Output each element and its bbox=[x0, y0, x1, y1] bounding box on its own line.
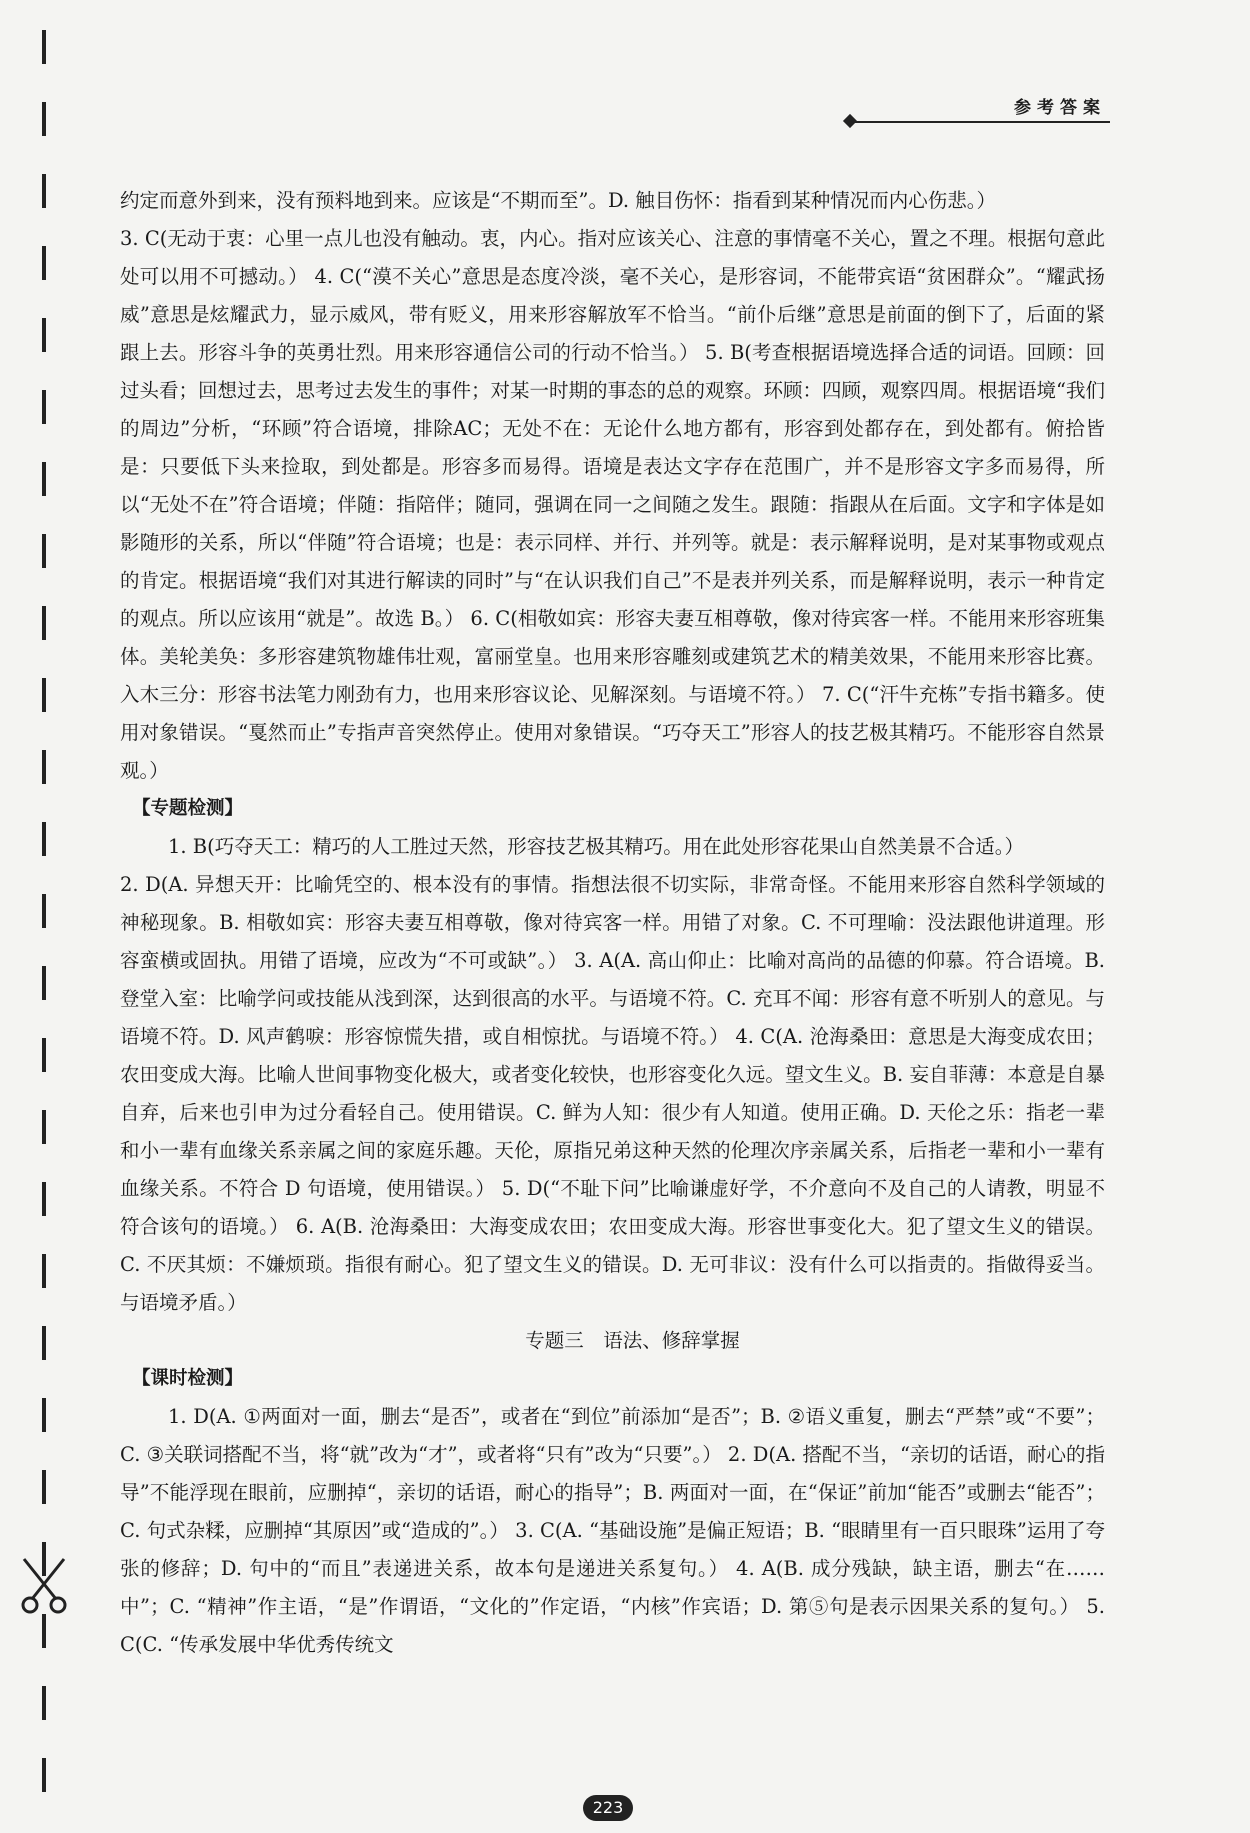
section-heading: 【专题检测】 bbox=[132, 798, 244, 819]
paragraph: 2. D(A. 异想天开：比喻凭空的、根本没有的事情。指想法很不切实际，非常奇怪。不能用来形容自然科学领域的神秘现象。B. 相敬如宾：形容夫妻互相尊敬，像对待宾客一样。用错了对象。C. 不可理喻：没法跟他讲道理。形容蛮横或固执。用错了语境，应改为“不可或缺”。） 3. A(A. 高山仰止：比喻对高尚的品德的仰慕。符合语境。B. 登堂入室：比喻学问或技能从浅到深，达到很高的水平。与语境不符。C. 充耳不闻：形容有意不听别人的意见。与语境不符。D. 风声鹤唳：形容惊慌失措，或自相惊扰。与语境不符。） 4. C(A. 沧海桑田：意思是大海变成农田；农田变成大海。比喻人世间事物变化极大，或者变化较快，也形容变化久远。望文生义。B. 妄自菲薄：本意是自暴自弃，后来也引申为过分看轻自己。使用错误。C. 鲜为人知：很少有人知道。使用正确。D. 天伦之乐：指老一辈和小一辈有血缘关系亲属之间的家庭乐趣。天伦，原指兄弟这种天然的伦理次序亲属关系，后指老一辈和小一辈有血缘关系。不符合 D 句语境，使用错误。） 5. D(“不耻下问”比喻谦虚好学，不介意向不及自己的人请教，明显不符合该句的语境。） 6. A(B. 沧海桑田：大海变成农田；农田变成大海。形容世事变化大。犯了望文生义的错误。C. 不厌其烦：不嫌烦琐。指很有耐心。犯了望文生义的错误。D. 无可非议：没有什么可以指责的。指做得妥当。与语境矛盾。） bbox=[120, 873, 1105, 1314]
header-title: 参考答案 bbox=[1014, 98, 1106, 118]
paragraph: 1. D(A. ①两面对一面，删去“是否”，或者在“到位”前添加“是否”；B. ②语义重复，删去“严禁”或“不要”；C. ③关联词搭配不当，将“就”改为“才”，或者将“只有”改为“只要”。） 2. D(A. 搭配不当，“亲切的话语，耐心的指导”不能浮现在眼前，应删掉“，亲切的话语，耐心的指导”；B. 两面对一面，在“保证”前加“能否”或删去“能否”；C. 句式杂糅，应删掉“其原因”或“造成的”。） 3. C(A. “基础设施”是偏正短语；B. “眼睛里有一百只眼珠”运用了夸张的修辞；D. 句中的“而且”表递进关系，故本句是递进关系复句。） 4. A(B. 成分残缺，缺主语，删去“在……中”；C. “精神”作主语，“是”作谓语，“文化的”作定语，“内核”作宾语；D. 第⑤句是表示因果关系的复句。） 5. C(C. “传承发展中华优秀传统文 bbox=[120, 1405, 1105, 1656]
paragraph: 1. B(巧夺天工：精巧的人工胜过天然，形容技艺极其精巧。用在此处形容花果山自然美景不合适。） bbox=[168, 835, 1024, 858]
topic-title: 专题三 语法、修辞掌握 bbox=[525, 1329, 740, 1352]
paragraph: 约定而意外到来，没有预料地到来。应该是“不期而至”。D. 触目伤怀：指看到某种情况而内心伤悲。） bbox=[120, 189, 997, 212]
scissors-icon bbox=[18, 1555, 70, 1615]
section-heading: 【课时检测】 bbox=[132, 1368, 244, 1389]
page-number: 223 bbox=[583, 1795, 633, 1821]
paragraph: 3. C(无动于衷：心里一点儿也没有触动。衷，内心。指对应该关心、注意的事情毫不关心，置之不理。根据句意此处可以用不可撼动。） 4. C(“漠不关心”意思是态度冷淡，毫不关心，是形容词，不能带宾语“贫困群众”。“耀武扬威”意思是炫耀武力，显示威风，带有贬义，用来形容解放军不恰当。“前仆后继”意思是前面的倒下了，后面的紧跟上去。形容斗争的英勇壮烈。用来形容通信公司的行动不恰当。） 5. B(考查根据语境选择合适的词语。回顾：回过头看；回想过去，思考过去发生的事件；对某一时期的事态的总的观察。环顾：四顾，观察四周。根据语境“我们的周边”分析，“环顾”符合语境，排除AC；无处不在：无论什么地方都有，形容到处都存在，到处都有。俯拾皆是：只要低下头来捡取，到处都是。形容多而易得。语境是表达文字存在范围广，并不是形容文字多而易得，所以“无处不在”符合语境；伴随：指陪伴；随同，强调在同一之间随之发生。跟随：指跟从在后面。文字和字体是如影随形的关系，所以“伴随”符合语境；也是：表示同样、并行、并列等。就是：表示解释说明，是对某事物或观点的肯定。根据语境“我们对其进行解读的同时”与“在认识我们自己”不是表并列关系，而是解释说明，表示一种肯定的观点。所以应该用“就是”。故选 B。） 6. C(相敬如宾：形容夫妻互相尊敬，像对待宾客一样。不能用来形容班集体。美轮美奂：多形容建筑物雄伟壮观，富丽堂皇。也用来形容雕刻或建筑艺术的精美效果，不能用来形容比赛。入木三分：形容书法笔力刚劲有力，也用来形容议论、见解深刻。与语境不符。） 7. C(“汗牛充栋”专指书籍多。使用对象错误。“戛然而止”专指声音突然停止。使用对象错误。“巧夺天工”形容人的技艺极其精巧。不能形容自然景观。） bbox=[120, 227, 1105, 782]
page-header bbox=[845, 97, 1110, 131]
answer-content bbox=[120, 182, 1105, 1664]
header-rule bbox=[855, 121, 1110, 123]
cut-line bbox=[42, 30, 46, 1820]
